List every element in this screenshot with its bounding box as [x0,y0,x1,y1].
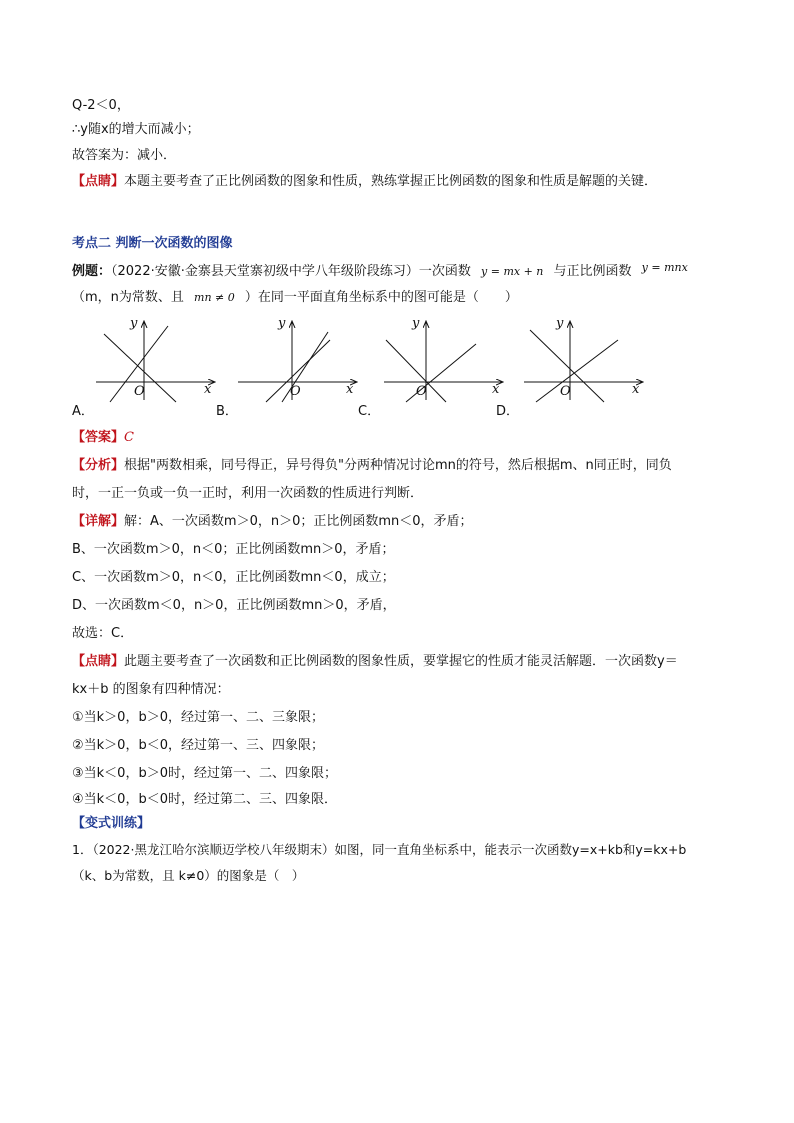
example-text-2b: ）在同一平面直角坐标系中的图可能是（ ） [244,290,518,305]
analysis-line-2: 时，一正一负或一负一正时，利用一次函数的性质进行判断． [72,486,424,501]
origin-label: O [134,384,145,399]
expr-condition: mn ≠ 0 [194,291,235,304]
dj-text-1: 此题主要考查了一次函数和正比例函数的图象性质，要掌握它的性质才能灵活解题．一次函数y＝ [124,654,678,669]
dj-tag: 【点睛】 [72,654,125,669]
dianjing-text: 本题主要考查了正比例函数的图象和性质，熟练掌握正比例函数的图象和性质是解题的关键． [124,174,658,189]
section-title: 考点二 判断一次函数的图像 [72,236,233,251]
detail-line-b: B、一次函数m＞0，n＜0；正比例函数mn＞0，矛盾； [72,542,395,557]
expr-linear: y = mx + n [481,265,544,278]
text-line: ∴y随x的增大而减小； [72,122,200,137]
dj-line-2: kx＋b 的图象有四种情况： [72,682,230,697]
analysis-tag: 【分析】 [72,458,125,473]
option-label-a: A． [72,404,94,419]
case-line-3: ③当k＜0，b＞0时，经过第一、二、四象限； [72,766,337,781]
example-line [72,262,688,282]
question-line-1: 1．（2022·黑龙江哈尔滨顺迈学校八年级期末）如图，同一直角坐标系中，能表示一次函数y=x+kb和y=kx+b [72,842,687,857]
origin-label: O [290,384,301,399]
case-line-2: ②当k＞0，b＜0，经过第一、三、四象限； [72,738,324,753]
graph-option-a [92,318,220,404]
practice-heading: 【变式训练】 [72,816,151,831]
option-label-c: C． [358,404,381,419]
axis-label-y: y [278,316,286,331]
axis-label-x: x [632,382,640,397]
graph-option-b [234,318,362,404]
text-line: 故答案为：减小． [72,148,177,163]
axis-label-y: y [556,316,564,331]
axis-label-x: x [492,382,500,397]
answer-tag: 【答案】 [72,430,125,445]
answer-line [72,428,134,448]
expr-proportional: y = mnx [641,261,688,274]
option-label-b: B． [216,404,238,419]
origin-label: O [416,384,427,399]
choose-line: 故选：C． [72,626,134,641]
axis-label-x: x [204,382,212,397]
axis-label-y: y [412,316,420,331]
dianjing-paragraph [72,172,657,192]
graph-option-d [520,318,648,404]
axis-label-x: x [346,382,354,397]
origin-label: O [560,384,571,399]
question-line-2: （k、b为常数，且 k≠0）的图象是（ ） [72,868,305,883]
example-mid-text: 与正比例函数 [553,264,632,279]
example-line-2 [72,288,518,308]
example-text: （2022·安徽·金寨县天堂寨初级中学八年级阶段练习）一次函数 [111,264,471,279]
detail-line-c: C、一次函数m＞0，n＜0，正比例函数mn＜0，成立； [72,570,395,585]
option-label-d: D． [496,404,520,419]
dianjing-tag: 【点睛】 [72,174,125,189]
graph-option-c [380,318,508,404]
example-text-2a: （m，n为常数、且 [72,290,184,305]
example-tag: 例题： [72,264,112,279]
case-line-1: ①当k＞0，b＞0，经过第一、二、三象限； [72,710,324,725]
analysis-text-1: 根据"两数相乘，同号得正，异号得负"分两种情况讨论mn的符号，然后根据m、n同正时，同负 [124,458,672,473]
text-line: Q-2＜0， [72,98,130,113]
detail-line-a [72,512,473,532]
axis-label-y: y [130,316,138,331]
detail-text-a: 解：A、一次函数m＞0，n＞0；正比例函数mn＜0，矛盾； [124,514,473,529]
detail-line-d: D、一次函数m＜0，n＞0，正比例函数mn＞0，矛盾， [72,598,396,613]
dj-line-1 [72,652,678,672]
detail-tag: 【详解】 [72,514,125,529]
case-line-4: ④当k＜0，b＜0时，经过第二、三、四象限． [72,792,337,807]
answer-value: C [124,430,134,445]
analysis-line-1 [72,456,672,476]
